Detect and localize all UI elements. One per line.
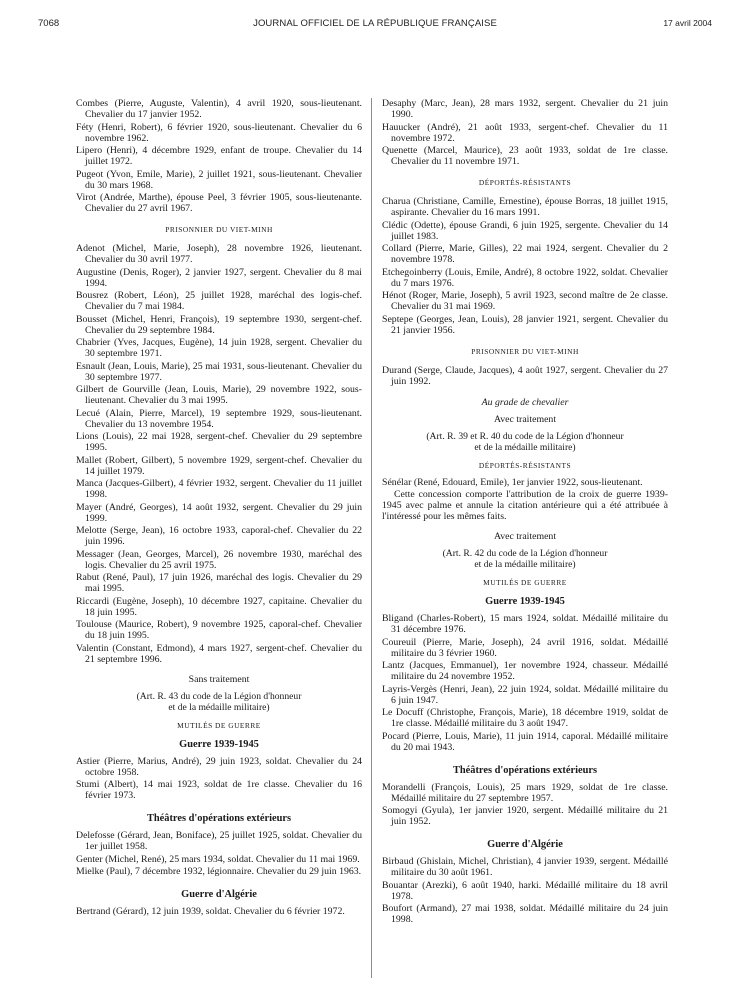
avec-traitement-heading: Avec traitement xyxy=(493,531,557,542)
list-item: Bligand (Charles-Robert), 15 mars 1924, soldat. Médaillé militaire du 31 décembre 1976. xyxy=(382,613,668,635)
list-item: Esnault (Jean, Louis, Marie), 25 mai 1931, sous-lieutenant. Chevalier du 30 septembre 1977. xyxy=(76,360,362,383)
list-item: Charua (Christiane, Camille, Ernestine), épouse Borras, 18 juillet 1915, aspirante. Chevalier du 16 mars 1991. xyxy=(382,196,668,218)
list-item: Bertrand (Gérard), 12 juin 1939, soldat. Chevalier du 6 février 1972. xyxy=(76,906,345,917)
list-item: Pocard (Pierre, Louis, Marie), 11 juin 1914, caporal. Médaillé militaire du 20 mai 1943. xyxy=(382,730,668,753)
list-item: Féty (Henri, Robert), 6 février 1920, sous-lieutenant. Chevalier du 6 novembre 1962. xyxy=(76,121,362,144)
entry-list xyxy=(76,98,362,214)
article-reference-line: et de la médaille militaire) xyxy=(474,559,576,570)
article-reference-line: (Art. R. 43 du code de la Légion d'honneur xyxy=(136,690,302,702)
list-item: Virot (Andrée, Marthe), épouse Peel, 3 février 1905, sous-lieutenante. Chevalier du 27 avril 1967. xyxy=(76,192,362,214)
list-item: Valentin (Constant, Edmond), 4 mars 1927, sergent-chef. Chevalier du 21 septembre 1996. xyxy=(76,642,362,665)
list-item: Melotte (Serge, Jean), 16 octobre 1933, caporal-chef. Chevalier du 22 juin 1996. xyxy=(76,525,362,547)
avec-traitement-heading: Avec traitement xyxy=(493,413,557,425)
article-reference-line: (Art. R. 42 du code de la Légion d'honneur xyxy=(442,548,608,559)
list-item: Lipero (Henri), 4 décembre 1929, enfant de troupe. Chevalier du 14 juillet 1972. xyxy=(76,145,362,167)
war-heading-1939: Guerre 1939-1945 xyxy=(179,738,259,750)
list-item: Quenette (Marcel, Maurice), 23 août 1933, soldat de 1re classe. Chevalier du 11 novembre 1971. xyxy=(382,145,668,167)
list-item: Lecué (Alain, Pierre, Marcel), 19 septembre 1929, sous-lieutenant. Chevalier du 13 novembre 1954. xyxy=(76,407,362,430)
section-heading-prisonnier: PRISONNIER DU VIET-MINH xyxy=(471,346,579,356)
section-heading-deportes: DÉPORTÉS-RÉSISTANTS xyxy=(478,460,572,470)
section-heading-mutiles: MUTILÉS DE GUERRE xyxy=(483,578,567,587)
list-item: Sénélar (René, Edouard, Emile), 1er janvier 1922, sous-lieutenant. xyxy=(382,476,643,488)
entry-list xyxy=(76,243,362,665)
list-item: Chabrier (Yves, Jacques, Eugène), 14 juin 1928, sergent. Chevalier du 30 septembre 1971. xyxy=(76,337,362,359)
list-item: Bouantar (Arezki), 6 août 1940, harki. Médaillé militaire du 18 avril 1978. xyxy=(382,879,668,902)
section-heading-mutiles: MUTILÉS DE GUERRE xyxy=(177,720,261,730)
article-reference-line: et de la médaille militaire) xyxy=(168,701,270,713)
list-item: Collard (Pierre, Marie, Gilles), 22 mai 1924, sergent. Chevalier du 2 novembre 1978. xyxy=(382,243,668,265)
list-item: Durand (Serge, Claude, Jacques), 4 août 1927, sergent. Chevalier du 27 juin 1992. xyxy=(382,364,668,387)
entry-list xyxy=(382,613,668,753)
war-heading-algerie: Guerre d'Algérie xyxy=(487,839,563,850)
list-item: Somogyi (Gyula), 1er janvier 1920, sergent. Médaillé militaire du 21 juin 1952. xyxy=(382,805,668,827)
war-heading-theatres: Théâtres d'opérations extérieurs xyxy=(452,764,598,776)
list-item: Morandelli (François, Louis), 25 mars 1929, soldat de 1re classe. Médaillé militaire du 27 septembre 1957. xyxy=(382,781,668,804)
list-item: Astier (Pierre, Marius, André), 29 juin 1923, soldat. Chevalier du 24 octobre 1958. xyxy=(76,755,362,778)
list-item: Pugeot (Yvon, Emile, Marie), 2 juillet 1921, sous-lieutenant. Chevalier du 30 mars 1968. xyxy=(76,168,362,191)
list-item: Mallet (Robert, Gilbert), 5 novembre 1929, sergent-chef. Chevalier du 14 juillet 1979. xyxy=(76,454,362,477)
list-item: Le Docuff (Christophe, François, Marie), 18 décembre 1919, soldat de 1re classe. Médaillé militaire du 3 août 1947. xyxy=(382,707,668,729)
list-item: Hauucker (André), 21 août 1933, sergent-chef. Chevalier du 11 novembre 1972. xyxy=(382,121,668,144)
article-reference xyxy=(382,431,668,453)
journal-title: JOURNAL OFFICIEL DE LA RÉPUBLIQUE FRANÇAISE xyxy=(253,18,497,29)
list-item: Septepe (Georges, Jean, Louis), 28 janvier 1921, sergent. Chevalier du 21 janvier 1956. xyxy=(382,313,668,336)
entry-list xyxy=(382,196,668,336)
concession-paragraph: Cette concession comporte l'attribution de la croix de guerre 1939-1945 avec palme et annule la citation antérieure qui a été attribuée à l'intéressé pour les mêmes faits. xyxy=(382,489,668,522)
war-heading-theatres: Théâtres d'opérations extérieurs xyxy=(146,813,292,824)
entry-list xyxy=(382,477,668,488)
list-item: Etchegoinberry (Louis, Emile, André), 8 octobre 1922, soldat. Chevalier du 7 mars 1976. xyxy=(382,266,668,289)
entry-list xyxy=(382,365,668,387)
list-item: Coureuil (Pierre, Marie, Joseph), 24 avril 1916, soldat. Médaillé militaire du 3 février 1960. xyxy=(382,636,668,659)
war-heading-algerie: Guerre d'Algérie xyxy=(181,889,257,900)
list-item: Lantz (Jacques, Emmanuel), 1er novembre 1924, chasseur. Médaillé militaire du 24 novembre 1952. xyxy=(382,660,668,682)
list-item: Combes (Pierre, Auguste, Valentin), 4 avril 1920, sous-lieutenant. Chevalier du 17 janvier 1952. xyxy=(76,98,362,120)
list-item: Toulouse (Maurice, Robert), 9 novembre 1925, caporal-chef. Chevalier du 18 juin 1995. xyxy=(76,619,362,641)
list-item: Boufort (Armand), 27 mai 1938, soldat. Médaillé militaire du 24 juin 1998. xyxy=(382,903,668,925)
list-item: Genter (Michel, René), 25 mars 1934, soldat. Chevalier du 11 mai 1969. xyxy=(76,853,360,865)
list-item: Delefosse (Gérard, Jean, Boniface), 25 juillet 1925, soldat. Chevalier du 1er juillet 1958. xyxy=(76,830,362,852)
list-item: Clédic (Odette), épouse Grandi, 6 juin 1925, sergente. Chevalier du 14 juillet 1983. xyxy=(382,219,668,242)
war-heading-1939: Guerre 1939-1945 xyxy=(485,596,565,607)
list-item: Mielke (Paul), 7 décembre 1932, légionnaire. Chevalier du 29 juin 1963. xyxy=(76,866,362,877)
list-item: Mayer (André, Georges), 14 août 1932, sergent. Chevalier du 29 juin 1999. xyxy=(76,501,362,524)
section-heading-prisonnier: PRISONNIER DU VIET-MINH xyxy=(165,225,273,234)
entry-list xyxy=(382,98,668,167)
section-heading-deportes: DÉPORTÉS-RÉSISTANTS xyxy=(478,178,572,187)
entry-list xyxy=(382,782,668,828)
list-item: Adenot (Michel, Marie, Joseph), 28 novembre 1926, lieutenant. Chevalier du 30 avril 1977. xyxy=(76,243,362,265)
list-item: Stumi (Albert), 14 mai 1923, soldat de 1re classe. Chevalier du 16 février 1973. xyxy=(76,779,362,801)
article-reference-line: (Art. R. 39 et R. 40 du code de la Légion d'honneur xyxy=(426,430,624,442)
list-item: Birbaud (Ghislain, Michel, Christian), 4 janvier 1939, sergent. Médaillé militaire du 30 août 1961. xyxy=(382,856,668,878)
list-item: Gilbert de Gourville (Jean, Louis, Marie), 29 novembre 1922, sous-lieutenant. Chevalier du 3 mai 1995. xyxy=(76,384,362,406)
list-item: Bousrez (Robert, Léon), 25 juillet 1928, maréchal des logis-chef. Chevalier du 7 mai 1984. xyxy=(76,290,362,312)
article-reference xyxy=(76,691,362,713)
article-reference xyxy=(382,548,668,570)
list-item: Hénot (Roger, Marie, Joseph), 5 avril 1923, second maître de 2e classe. Chevalier du 31 mai 1969. xyxy=(382,290,668,312)
list-item: Lions (Louis), 22 mai 1928, sergent-chef. Chevalier du 29 septembre 1995. xyxy=(76,431,362,453)
article-reference-line: et de la médaille militaire) xyxy=(474,441,576,453)
entry-list xyxy=(76,906,362,917)
entry-list xyxy=(76,830,362,877)
entry-list xyxy=(76,756,362,802)
sans-traitement-heading: Sans traitement xyxy=(188,673,250,685)
right-column xyxy=(382,98,668,927)
issue-date: 17 avril 2004 xyxy=(663,18,712,28)
page-header xyxy=(38,18,712,32)
list-item: Bousset (Michel, Henri, François), 19 septembre 1930, sergent-chef. Chevalier du 29 septembre 1984. xyxy=(76,313,362,336)
list-item: Layris-Vergès (Henri, Jean), 22 juin 1924, soldat. Médaillé militaire du 6 juin 1947. xyxy=(382,683,668,706)
column-divider xyxy=(371,98,372,978)
list-item: Desaphy (Marc, Jean), 28 mars 1932, sergent. Chevalier du 21 juin 1990. xyxy=(382,98,668,120)
grade-heading: Au grade de chevalier xyxy=(481,396,569,408)
left-column xyxy=(76,98,362,919)
list-item: Messager (Jean, Georges, Marcel), 26 novembre 1930, maréchal des logis. Chevalier du 25 avril 1975. xyxy=(76,548,362,571)
entry-list xyxy=(382,856,668,925)
list-item: Augustine (Denis, Roger), 2 janvier 1927, sergent. Chevalier du 8 mai 1994. xyxy=(76,266,362,289)
page-number: 7068 xyxy=(38,18,60,29)
list-item: Manca (Jacques-Gilbert), 4 février 1932, sergent. Chevalier du 11 juillet 1998. xyxy=(76,478,362,500)
list-item: Riccardi (Eugène, Joseph), 10 décembre 1927, capitaine. Chevalier du 18 juin 1995. xyxy=(76,595,362,618)
list-item: Rabut (René, Paul), 17 juin 1926, maréchal des logis. Chevalier du 29 mai 1995. xyxy=(76,572,362,594)
